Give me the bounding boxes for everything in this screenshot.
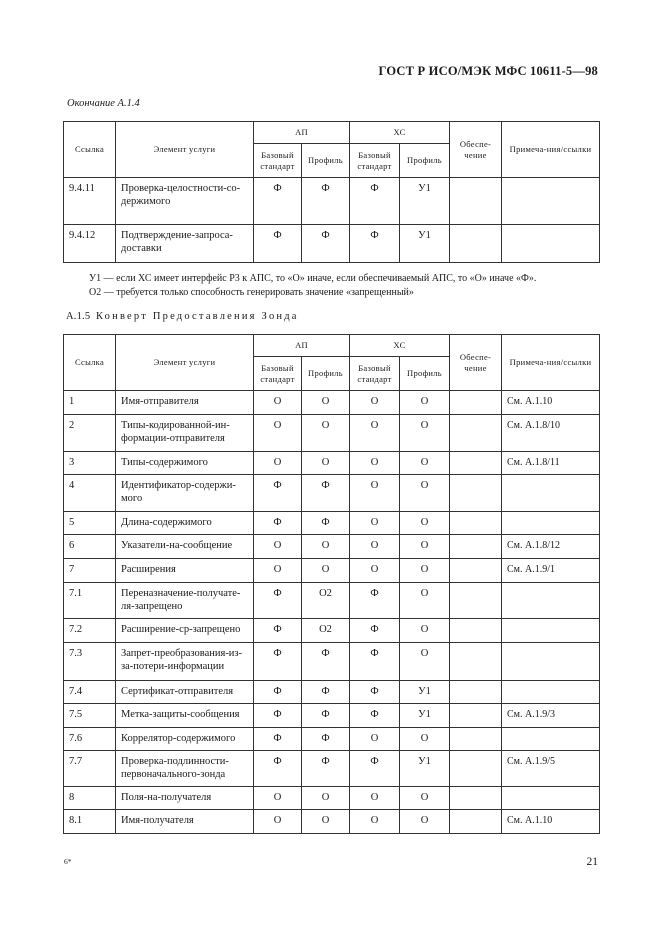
cell-support <box>450 643 502 681</box>
table1-body <box>64 178 600 263</box>
table-row <box>64 643 600 681</box>
cell-support <box>450 415 502 452</box>
cell-element: Сертификат-отправителя <box>116 681 254 704</box>
cell-element: Коррелятор-содержимого <box>116 728 254 751</box>
cell-element: Проверка-целостности-со-держимого <box>116 178 254 225</box>
cell-xs-profile: У1 <box>400 751 450 787</box>
cell-notes: См. А.1.8/10 <box>502 415 600 452</box>
cell-ref: 9.4.11 <box>64 178 116 225</box>
cell-notes <box>502 178 600 225</box>
cell-element: Расширения <box>116 559 254 583</box>
footer-mark: 6* <box>64 857 72 866</box>
cell-notes: См. А.1.8/11 <box>502 452 600 475</box>
cell-element: Подтверждение-запроса-доставки <box>116 225 254 263</box>
cell-ap-base: О <box>254 452 302 475</box>
cell-element: Длина-содержимого <box>116 512 254 535</box>
cell-notes <box>502 728 600 751</box>
cell-ref: 7.6 <box>64 728 116 751</box>
col-ref: Ссылка <box>64 122 116 178</box>
cell-support <box>450 728 502 751</box>
cell-notes <box>502 475 600 512</box>
cell-support <box>450 475 502 512</box>
col-xs-base: Базовый стандарт <box>350 144 400 178</box>
cell-support <box>450 810 502 834</box>
cell-ref: 7.2 <box>64 619 116 643</box>
cell-ref: 1 <box>64 391 116 415</box>
cell-xs-base: Ф <box>350 751 400 787</box>
cell-ap-profile: Ф <box>302 643 350 681</box>
cell-xs-base: О <box>350 512 400 535</box>
cell-ap-base: О <box>254 810 302 834</box>
cell-ap-profile: О <box>302 391 350 415</box>
cell-xs-base: Ф <box>350 643 400 681</box>
table2-caption <box>66 311 299 322</box>
cell-notes <box>502 619 600 643</box>
cell-notes: См. А.1.9/1 <box>502 559 600 583</box>
cell-support <box>450 704 502 728</box>
cell-ap-base: Ф <box>254 225 302 263</box>
cell-ap-profile: О <box>302 810 350 834</box>
cell-xs-base: Ф <box>350 178 400 225</box>
col-support: Обеспе-чение <box>450 335 502 391</box>
table-a14-end <box>63 121 600 263</box>
cell-xs-base: О <box>350 810 400 834</box>
cell-ref: 3 <box>64 452 116 475</box>
cell-ap-base: Ф <box>254 583 302 619</box>
col-ap: АП <box>254 122 350 144</box>
cell-notes: См. А.1.9/3 <box>502 704 600 728</box>
cell-xs-profile: О <box>400 535 450 559</box>
cell-ref: 8.1 <box>64 810 116 834</box>
cell-ap-profile: О2 <box>302 619 350 643</box>
cell-element: Запрет-преобразования-из-за-потери-информации <box>116 643 254 681</box>
col-xs: ХС <box>350 335 450 357</box>
page-number: 21 <box>586 856 598 868</box>
cell-ref: 6 <box>64 535 116 559</box>
cell-notes <box>502 225 600 263</box>
cell-ref: 7.4 <box>64 681 116 704</box>
cell-xs-profile: О <box>400 787 450 810</box>
cell-ap-profile: О <box>302 559 350 583</box>
cell-xs-profile: У1 <box>400 178 450 225</box>
cell-xs-profile: О <box>400 643 450 681</box>
cell-element: Имя-получателя <box>116 810 254 834</box>
table-row <box>64 535 600 559</box>
cell-xs-base: О <box>350 728 400 751</box>
cell-ref: 7.3 <box>64 643 116 681</box>
cell-xs-base: Ф <box>350 619 400 643</box>
cell-element: Типы-содержимого <box>116 452 254 475</box>
cell-element: Переназначение-получате-ля-запрещено <box>116 583 254 619</box>
cell-support <box>450 751 502 787</box>
cell-xs-base: О <box>350 391 400 415</box>
cell-support <box>450 559 502 583</box>
cell-xs-profile: О <box>400 619 450 643</box>
table2-body <box>64 391 600 834</box>
cell-xs-base: Ф <box>350 681 400 704</box>
table2-caption-text: Конверт Предоставления Зонда <box>96 311 299 322</box>
cell-ap-base: О <box>254 535 302 559</box>
cell-xs-profile: У1 <box>400 704 450 728</box>
col-notes: Примеча-ния/ссылки <box>502 122 600 178</box>
cell-notes: См. А.1.8/12 <box>502 535 600 559</box>
cell-ap-profile: О <box>302 452 350 475</box>
table-row <box>64 619 600 643</box>
table2-caption-num: А.1.5 <box>66 311 91 322</box>
cell-xs-profile: О <box>400 475 450 512</box>
cell-element: Поля-на-получателя <box>116 787 254 810</box>
cell-ap-profile: Ф <box>302 728 350 751</box>
cell-ap-profile: Ф <box>302 178 350 225</box>
cell-xs-profile: О <box>400 810 450 834</box>
table-row <box>64 583 600 619</box>
col-ap-profile: Профиль <box>302 357 350 391</box>
cell-xs-base: О <box>350 787 400 810</box>
note-o2: О2 — требуется только способность генерировать значение «запрещенный» <box>89 287 414 298</box>
cell-ap-profile: Ф <box>302 704 350 728</box>
cell-notes <box>502 787 600 810</box>
table-row <box>64 704 600 728</box>
cell-support <box>450 681 502 704</box>
cell-element: Метка-защиты-сообщения <box>116 704 254 728</box>
cell-notes: См. А.1.9/5 <box>502 751 600 787</box>
cell-ref: 7.1 <box>64 583 116 619</box>
cell-ref: 7 <box>64 559 116 583</box>
cell-ap-base: Ф <box>254 178 302 225</box>
cell-element: Имя-отправителя <box>116 391 254 415</box>
table-row <box>64 452 600 475</box>
cell-support <box>450 225 502 263</box>
cell-support <box>450 452 502 475</box>
cell-xs-profile: О <box>400 391 450 415</box>
cell-xs-profile: О <box>400 728 450 751</box>
cell-element: Указатели-на-сообщение <box>116 535 254 559</box>
cell-notes: См. А.1.10 <box>502 391 600 415</box>
cell-support <box>450 619 502 643</box>
table-row <box>64 681 600 704</box>
cell-ap-base: Ф <box>254 751 302 787</box>
cell-ap-base: Ф <box>254 704 302 728</box>
col-ap-profile: Профиль <box>302 144 350 178</box>
cell-ap-profile: Ф <box>302 512 350 535</box>
table-row <box>64 415 600 452</box>
cell-notes: См. А.1.10 <box>502 810 600 834</box>
cell-ap-base: Ф <box>254 681 302 704</box>
cell-ap-base: Ф <box>254 728 302 751</box>
col-xs-profile: Профиль <box>400 144 450 178</box>
table-a15 <box>63 334 600 834</box>
cell-ap-profile: Ф <box>302 475 350 512</box>
col-ap-base: Базовый стандарт <box>254 144 302 178</box>
cell-element: Проверка-подлинности-первоначального-зонда <box>116 751 254 787</box>
col-ref: Ссылка <box>64 335 116 391</box>
cell-ap-base: О <box>254 787 302 810</box>
cell-support <box>450 535 502 559</box>
table-row <box>64 178 600 225</box>
notes-block <box>89 272 629 300</box>
cell-xs-base: О <box>350 559 400 583</box>
cell-xs-base: О <box>350 535 400 559</box>
col-ap-base: Базовый стандарт <box>254 357 302 391</box>
table-row <box>64 391 600 415</box>
cell-support <box>450 391 502 415</box>
cell-support <box>450 512 502 535</box>
cell-ref: 9.4.12 <box>64 225 116 263</box>
cell-ap-base: О <box>254 391 302 415</box>
col-support: Обеспе-чение <box>450 122 502 178</box>
cell-ap-base: О <box>254 559 302 583</box>
cell-xs-base: О <box>350 452 400 475</box>
cell-ref: 7.5 <box>64 704 116 728</box>
table-row <box>64 751 600 787</box>
cell-xs-base: О <box>350 415 400 452</box>
cell-ref: 2 <box>64 415 116 452</box>
cell-xs-profile: О <box>400 452 450 475</box>
col-xs: ХС <box>350 122 450 144</box>
cell-xs-profile: О <box>400 512 450 535</box>
standard-header: ГОСТ Р ИСО/МЭК МФС 10611-5—98 <box>378 64 598 78</box>
cell-support <box>450 787 502 810</box>
col-notes: Примеча-ния/ссылки <box>502 335 600 391</box>
cell-ref: 5 <box>64 512 116 535</box>
cell-xs-profile: О <box>400 415 450 452</box>
cell-xs-profile: У1 <box>400 681 450 704</box>
cell-ap-profile: Ф <box>302 751 350 787</box>
col-xs-base: Базовый стандарт <box>350 357 400 391</box>
cell-ap-base: Ф <box>254 619 302 643</box>
cell-element: Типы-кодированной-ин-формации-отправителя <box>116 415 254 452</box>
cell-notes <box>502 583 600 619</box>
cell-ap-profile: О <box>302 535 350 559</box>
cell-ap-profile: О2 <box>302 583 350 619</box>
cell-support <box>450 178 502 225</box>
cell-ref: 8 <box>64 787 116 810</box>
cell-xs-base: Ф <box>350 704 400 728</box>
table-row <box>64 225 600 263</box>
cell-ref: 7.7 <box>64 751 116 787</box>
col-element: Элемент услуги <box>116 335 254 391</box>
cell-notes <box>502 512 600 535</box>
table2-header <box>64 335 600 391</box>
table-row <box>64 512 600 535</box>
table1-header <box>64 122 600 178</box>
cell-ap-profile: Ф <box>302 225 350 263</box>
col-element: Элемент услуги <box>116 122 254 178</box>
cell-xs-profile: О <box>400 583 450 619</box>
cell-xs-base: Ф <box>350 583 400 619</box>
table-row <box>64 475 600 512</box>
cell-ap-base: О <box>254 415 302 452</box>
cell-xs-profile: О <box>400 559 450 583</box>
cell-element: Расширение-ср-запрещено <box>116 619 254 643</box>
col-ap: АП <box>254 335 350 357</box>
table1-caption: Окончание А.1.4 <box>67 98 140 109</box>
cell-notes <box>502 643 600 681</box>
cell-xs-base: О <box>350 475 400 512</box>
cell-support <box>450 583 502 619</box>
table-row <box>64 810 600 834</box>
cell-ap-profile: Ф <box>302 681 350 704</box>
cell-xs-profile: У1 <box>400 225 450 263</box>
cell-ref: 4 <box>64 475 116 512</box>
cell-ap-base: Ф <box>254 475 302 512</box>
cell-ap-base: Ф <box>254 512 302 535</box>
cell-ap-profile: О <box>302 415 350 452</box>
table-row <box>64 787 600 810</box>
cell-ap-profile: О <box>302 787 350 810</box>
col-xs-profile: Профиль <box>400 357 450 391</box>
cell-ap-base: Ф <box>254 643 302 681</box>
cell-element: Идентификатор-содержи-мого <box>116 475 254 512</box>
table-row <box>64 728 600 751</box>
table-row <box>64 559 600 583</box>
note-u1: У1 — если ХС имеет интерфейс Р3 к АПС, то «О» иначе, если обеспечиваемый АПС, то «О» иначе «Ф». <box>89 273 537 284</box>
cell-xs-base: Ф <box>350 225 400 263</box>
cell-notes <box>502 681 600 704</box>
